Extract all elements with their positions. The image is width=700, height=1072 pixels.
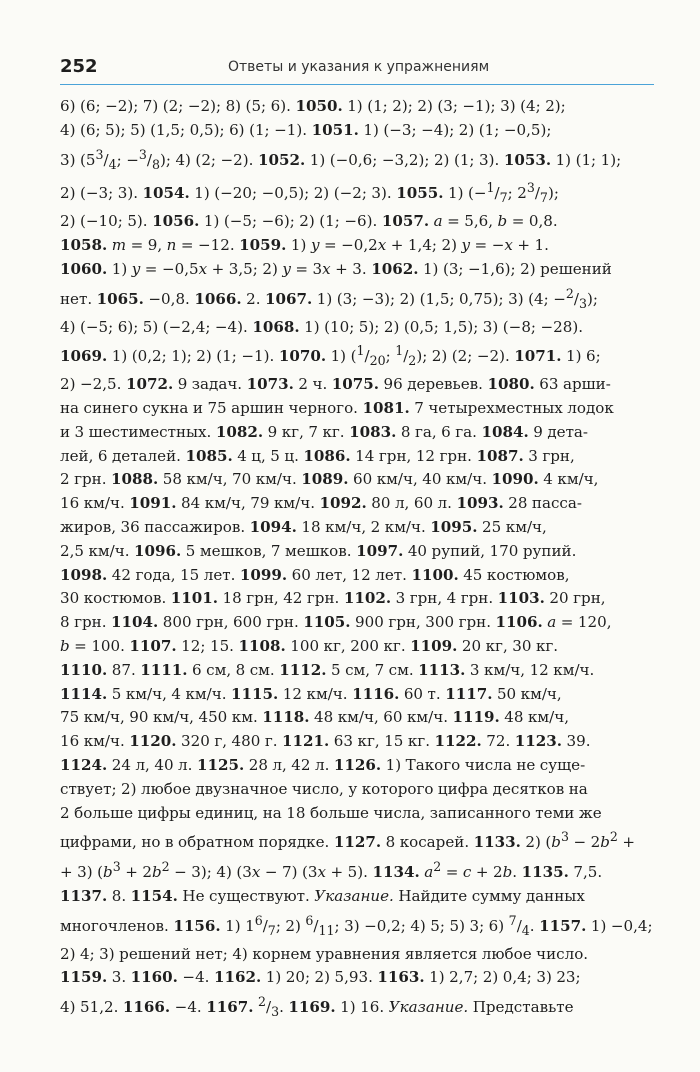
text-line: 1069. 1) (0,2; 1); 2) (1; −1). 1070. 1) ($^1/_{20}$; $^1/_2$); 2) (2; −2). 1071. 1) 6;: [60, 343, 601, 369]
text-line: 4) (6; 5); 5) (1,5; 0,5); 6) (1; −1). 1051. 1) (−3; −4); 2) (1; −0,5);: [60, 120, 552, 139]
running-title: Ответы и указания к упражнениям: [228, 59, 490, 75]
text-line: 4) (−5; 6); 5) (−2,4; −4). 1068. 1) (10; 5); 2) (0,5; 1,5); 3) (−8; −28).: [60, 317, 584, 336]
text-line: 8 грн. 1104. 800 грн, 600 грн. 1105. 900 грн, 300 грн. 1106. a = 120,: [60, 613, 612, 632]
text-line: ствует; 2) любое двузначное число, у которого цифра десятков на: [60, 779, 588, 798]
text-line: цифрами, но в обратном порядке. 1127. 8 косарей. 1133. 2) ($b^3 - 2b^2$ +: [60, 829, 636, 852]
text-line: 2) −2,5. 1072. 9 задач. 1073. 2 ч. 1075. 96 деревьев. 1080. 63 арши-: [60, 375, 611, 394]
text-line: 1098. 42 года, 15 лет. 1099. 60 лет, 12 лет. 1100. 45 костюмов,: [60, 565, 570, 584]
text-line: 1060. 1) y = −0,5x + 3,5; 2) y = 3x + 3. 1062. 1) (3; −1,6); 2) решений: [60, 259, 612, 278]
text-line: 16 км/ч. 1091. 84 км/ч, 79 км/ч. 1092. 80 л, 60 л. 1093. 28 пасса-: [60, 494, 582, 513]
text-line: 2) 4; 3) решений нет; 4) корнем уравнения является любое число.: [60, 944, 589, 963]
text-line: 1114. 5 км/ч, 4 км/ч. 1115. 12 км/ч. 1116. 60 т. 1117. 50 км/ч,: [60, 684, 562, 703]
text-line: b = 100. 1107. 12; 15. 1108. 100 кг, 200 кг. 1109. 20 кг, 30 кг.: [60, 636, 559, 655]
text-line: 16 км/ч. 1120. 320 г, 480 г. 1121. 63 кг, 15 кг. 1122. 72. 1123. 39.: [60, 732, 591, 751]
page-number: 252: [60, 56, 98, 77]
text-line: 4) 51,2. 1166. −4. 1167. $^2/_3$. 1169. 1) 16. Указание. Представьте: [60, 994, 574, 1020]
text-line: лей, 6 деталей. 1085. 4 ц, 5 ц. 1086. 14 грн, 12 грн. 1087. 3 грн,: [60, 446, 575, 465]
page-header: [60, 54, 654, 85]
text-line: 1058. m = 9, n = −12. 1059. 1) y = −0,2x + 1,4; 2) y = −x + 1.: [60, 236, 549, 255]
text-line: 1137. 8. 1154. Не существуют. Указание. Найдите сумму данных: [60, 886, 585, 905]
text-line: 30 костюмов. 1101. 18 грн, 42 грн. 1102. 3 грн, 4 грн. 1103. 20 грн,: [60, 589, 606, 608]
text-line: 6) (6; −2); 7) (2; −2); 8) (5; 6). 1050. 1) (1; 2); 2) (3; −1); 3) (4; 2);: [60, 97, 566, 115]
text-line: многочленов. 1156. 1) $1^6/_7$; 2) $^6/_{11}$; 3) −0,2; 4) 5; 5) 3; 6) $^7/_4$. 1157. 1) −0,4;: [60, 912, 653, 938]
text-line: 2 грн. 1088. 58 км/ч, 70 км/ч. 1089. 60 км/ч, 40 км/ч. 1090. 4 км/ч,: [60, 470, 599, 489]
text-line: на синего сукна и 75 аршин черного. 1081. 7 четырехместных лодок: [60, 398, 614, 417]
text-line: жиров, 36 пассажиров. 1094. 18 км/ч, 2 км/ч. 1095. 25 км/ч,: [60, 517, 547, 536]
text-line: + 3) $(b^3 + 2b^2 - 3)$; 4) (3x − 7) (3x + 5). 1134. $a^2 = c + 2b$. 1135. 7,5.: [60, 859, 603, 882]
text-line: нет. 1065. −0,8. 1066. 2. 1067. 1) (3; −3); 2) (1,5; 0,75); 3) (4; $-^2/_3$);: [60, 285, 598, 311]
text-line: 2 больше цифры единиц, на 18 больше числа, записанного теми же: [60, 803, 602, 822]
text-line: 2) (−10; 5). 1056. 1) (−5; −6); 2) (1; −6). 1057. a = 5,6, b = 0,8.: [60, 212, 558, 231]
text-line: 1110. 87. 1111. 6 см, 8 см. 1112. 5 см, 7 см. 1113. 3 км/ч, 12 км/ч.: [60, 660, 595, 679]
text-line: и 3 шестиместных. 1082. 9 кг, 7 кг. 1083. 8 га, 6 га. 1084. 9 дета-: [60, 422, 589, 441]
text-line: 1124. 24 л, 40 л. 1125. 28 л, 42 л. 1126. 1) Такого числа не суще-: [60, 755, 586, 774]
text-line: 75 км/ч, 90 км/ч, 450 км. 1118. 48 км/ч, 60 км/ч. 1119. 48 км/ч,: [60, 708, 570, 727]
answers-text: [60, 95, 654, 1024]
text-line: 1159. 3. 1160. −4. 1162. 1) 20; 2) 5,93. 1163. 1) 2,7; 2) 0,4; 3) 23;: [60, 968, 581, 987]
text-line: 2,5 км/ч. 1096. 5 мешков, 7 мешков. 1097. 40 рупий, 170 рупий.: [60, 541, 577, 560]
text-line: 2) (−3; 3). 1054. 1) (−20; −0,5); 2) (−2; 3). 1055. 1) ($-^1/_7$; $2^3/_7$);: [60, 180, 559, 206]
text-line: 3) ($5^3/_4$; $-^3/_8$); 4) (2; −2). 1052. 1) (−0,6; −3,2); 2) (1; 3). 1053. 1) (1; 1);: [60, 146, 622, 172]
